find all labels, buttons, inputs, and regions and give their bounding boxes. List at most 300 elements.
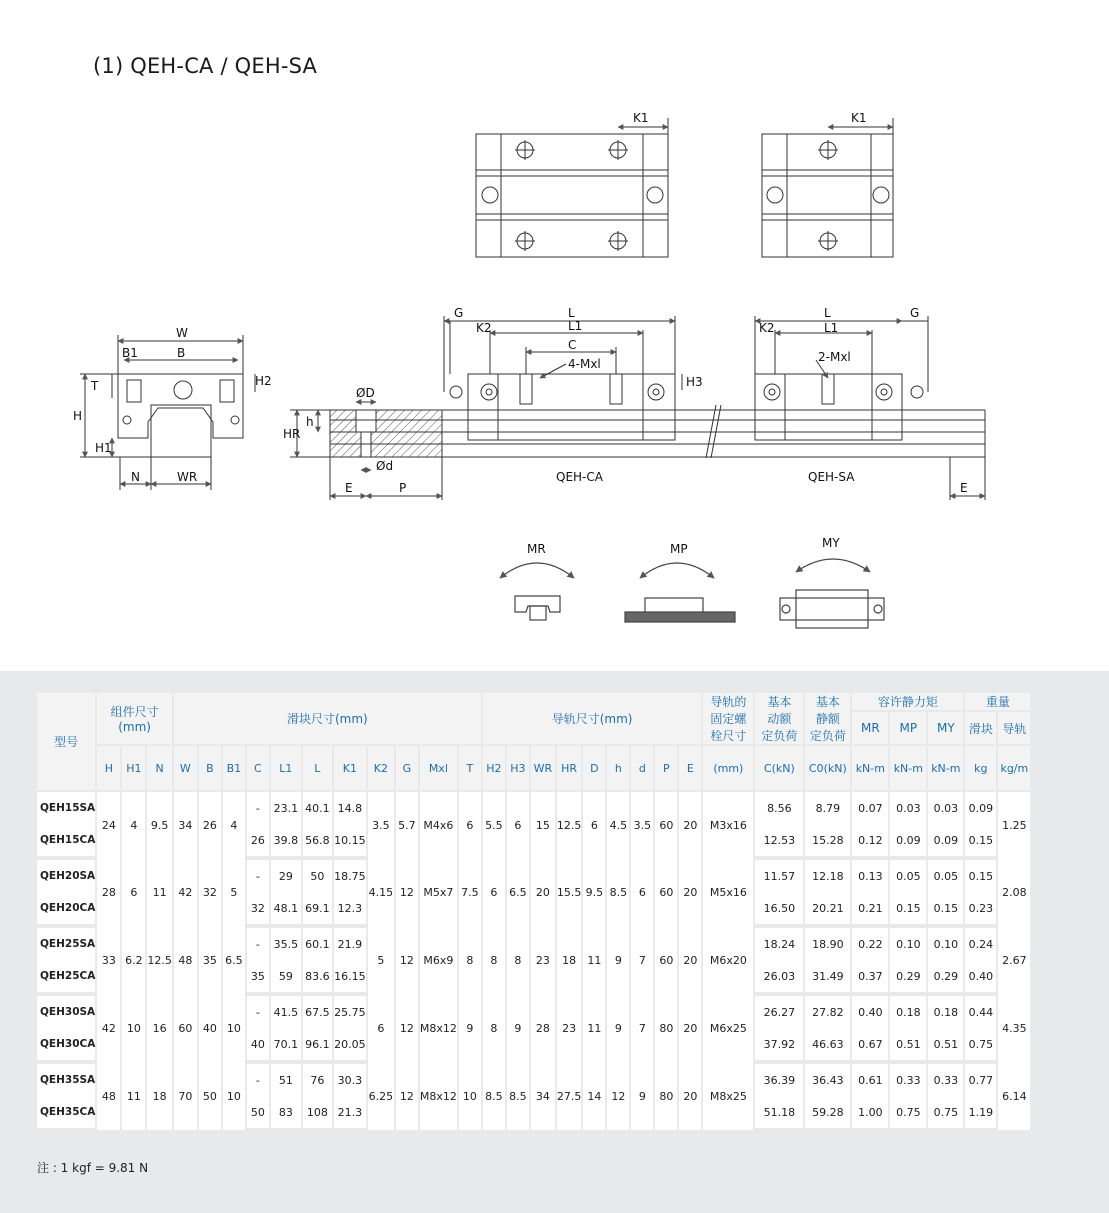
cell-l: 83.6 — [302, 960, 333, 994]
cell-h: 4.5 — [606, 791, 630, 858]
cell-mp: 0.05 — [889, 858, 927, 892]
header-symbol: P — [654, 745, 678, 791]
label-b: B — [177, 346, 186, 360]
cell-k1: 20.05 — [333, 1028, 367, 1062]
header-symbol: C — [246, 745, 270, 791]
model-name: QEH35SA — [37, 1062, 96, 1096]
cross-section-view — [80, 335, 255, 490]
cell-h3: 8.5 — [506, 1062, 530, 1130]
cell-c0: 36.43 — [804, 1062, 851, 1096]
label-qeh-ca: QEH-CA — [556, 470, 603, 484]
header-symbol: G — [395, 745, 419, 791]
header-symbol: HR — [556, 745, 583, 791]
label-t: T — [91, 379, 99, 393]
header-symbol: W — [173, 745, 198, 791]
cell-mp: 0.29 — [889, 960, 927, 994]
cell-l1: 39.8 — [270, 824, 302, 858]
header-symbol: K2 — [367, 745, 395, 791]
cell-c0: 31.49 — [804, 960, 851, 994]
label-k1-sa: K1 — [851, 111, 867, 125]
cell-l1: 48.1 — [270, 892, 302, 926]
moment-mp-diagram — [625, 563, 735, 622]
cell-mxl: M6x9 — [419, 926, 458, 994]
label-b1: B1 — [122, 346, 138, 360]
header-my: MY — [927, 711, 964, 745]
label-hr: HR — [283, 427, 301, 441]
cell-hr: 12.5 — [556, 791, 583, 858]
cell-h2: 8 — [482, 994, 506, 1062]
cell-l1: 29 — [270, 858, 302, 892]
header-symbol: L1 — [270, 745, 302, 791]
header-moment: 容许静力矩 — [851, 693, 964, 711]
cell-bolt: M6x25 — [702, 994, 754, 1062]
header-mp: MP — [889, 711, 927, 745]
cell-kg: 0.77 — [964, 1062, 997, 1096]
cell-h: 33 — [96, 926, 121, 994]
cell-mr: 1.00 — [851, 1096, 889, 1130]
cell-p: 80 — [654, 994, 678, 1062]
cell-mp: 0.75 — [889, 1096, 927, 1130]
cell-kg: 0.09 — [964, 791, 997, 824]
cell-l: 50 — [302, 858, 333, 892]
cell-c: - — [246, 858, 270, 892]
label-w: W — [176, 326, 188, 340]
cell-h2: 8.5 — [482, 1062, 506, 1130]
label-2mxl: 2-Mxl — [818, 350, 851, 364]
header-symbol: kN-m — [851, 745, 889, 791]
cell-n: 18 — [146, 1062, 173, 1130]
cell-hr: 15.5 — [556, 858, 583, 926]
label-c: C — [568, 338, 577, 352]
table-row — [37, 926, 1031, 960]
cell-mp: 0.15 — [889, 892, 927, 926]
label-d-small: Ød — [376, 459, 394, 473]
cell-bolt: M6x20 — [702, 926, 754, 994]
header-symbol: B1 — [222, 745, 246, 791]
label-h1: H1 — [95, 441, 112, 455]
cell-g: 5.7 — [395, 791, 419, 858]
label-g-ca: G — [454, 306, 464, 320]
cell-c: 50 — [246, 1096, 270, 1130]
cell-k1: 21.3 — [333, 1096, 367, 1130]
cell-h3: 8 — [506, 926, 530, 994]
cell-n: 9.5 — [146, 791, 173, 858]
cell-mxl: M5x7 — [419, 858, 458, 926]
moment-mr-diagram — [500, 563, 574, 620]
cell-c: 40 — [246, 1028, 270, 1062]
cell-k1: 10.15 — [333, 824, 367, 858]
cell-kg: 0.44 — [964, 994, 997, 1028]
model-name: QEH15SA — [37, 791, 96, 824]
label-k1-ca: K1 — [633, 111, 649, 125]
cell-d: 11 — [582, 926, 606, 994]
cell-k1: 30.3 — [333, 1062, 367, 1096]
cell-rail-weight: 1.25 — [997, 791, 1031, 858]
cell-h: 12 — [606, 1062, 630, 1130]
cell-h: 28 — [96, 858, 121, 926]
cell-c: - — [246, 1062, 270, 1096]
cell-l1: 51 — [270, 1062, 302, 1096]
top-view-ca — [476, 118, 668, 257]
header-symbol: WR — [530, 745, 556, 791]
cell-kg: 0.23 — [964, 892, 997, 926]
cell-my: 0.03 — [927, 791, 964, 824]
cell-k1: 18.75 — [333, 858, 367, 892]
label-od: ØD — [356, 386, 375, 400]
cell-kg: 0.24 — [964, 926, 997, 960]
table-row — [37, 1062, 1031, 1096]
cell-wr: 23 — [530, 926, 556, 994]
cell-n: 16 — [146, 994, 173, 1062]
cell-l: 67.5 — [302, 994, 333, 1028]
cell-p: 80 — [654, 1062, 678, 1130]
cell-d: 7 — [630, 926, 654, 994]
cell-p: 60 — [654, 926, 678, 994]
rail-side-view — [290, 402, 985, 500]
cell-c0: 27.82 — [804, 994, 851, 1028]
cell-my: 0.33 — [927, 1062, 964, 1096]
header-symbol: L — [302, 745, 333, 791]
header-row-1 — [37, 693, 1031, 711]
cell-my: 0.51 — [927, 1028, 964, 1062]
cell-n: 12.5 — [146, 926, 173, 994]
header-symbol: kg/m — [997, 745, 1031, 791]
cell-c0: 59.28 — [804, 1096, 851, 1130]
label-l-ca: L — [568, 306, 575, 320]
model-name: QEH35CA — [37, 1096, 96, 1130]
header-symbol: (mm) — [702, 745, 754, 791]
cell-cd: 37.92 — [754, 1028, 804, 1062]
cell-bolt: M3x16 — [702, 791, 754, 858]
model-name: QEH25CA — [37, 960, 96, 994]
header-weight: 重量 — [964, 693, 1031, 711]
cell-k2: 6 — [367, 994, 395, 1062]
model-name: QEH30SA — [37, 994, 96, 1028]
cell-h1: 6 — [121, 858, 146, 926]
header-symbol: Mxl — [419, 745, 458, 791]
cell-h: 42 — [96, 994, 121, 1062]
cell-p: 60 — [654, 791, 678, 858]
cell-l: 76 — [302, 1062, 333, 1096]
spec-table-section — [0, 671, 1109, 1213]
cell-d: 11 — [582, 994, 606, 1062]
cell-mp: 0.03 — [889, 791, 927, 824]
cell-d: 7 — [630, 994, 654, 1062]
header-dynamic-load: 基本 动额 定负荷 — [754, 693, 804, 745]
header-symbol: C0(kN) — [804, 745, 851, 791]
header-symbol: H1 — [121, 745, 146, 791]
cell-b: 50 — [198, 1062, 222, 1130]
cell-d: 3.5 — [630, 791, 654, 858]
cell-c: 26 — [246, 824, 270, 858]
cell-mp: 0.51 — [889, 1028, 927, 1062]
label-l1-sa: L1 — [824, 321, 839, 335]
cell-rail-weight: 2.08 — [997, 858, 1031, 926]
cell-cd: 51.18 — [754, 1096, 804, 1130]
header-assembly: 组件尺寸 (mm) — [96, 693, 173, 745]
cell-c: 35 — [246, 960, 270, 994]
cell-hr: 27.5 — [556, 1062, 583, 1130]
cell-mp: 0.09 — [889, 824, 927, 858]
cell-h1: 4 — [121, 791, 146, 858]
cell-t: 6 — [458, 791, 482, 858]
cell-mxl: M8x12 — [419, 1062, 458, 1130]
cell-g: 12 — [395, 1062, 419, 1130]
header-symbol: kN-m — [889, 745, 927, 791]
label-h-small: h — [306, 415, 314, 429]
header-symbol: C(kN) — [754, 745, 804, 791]
header-block: 滑块尺寸(mm) — [173, 693, 482, 745]
cell-w: 42 — [173, 858, 198, 926]
cell-mr: 0.12 — [851, 824, 889, 858]
cell-mr: 0.40 — [851, 994, 889, 1028]
cell-mxl: M8x12 — [419, 994, 458, 1062]
spec-table — [37, 693, 1032, 1132]
cell-kg: 0.75 — [964, 1028, 997, 1062]
cell-h: 8.5 — [606, 858, 630, 926]
cell-c0: 15.28 — [804, 824, 851, 858]
header-symbol: H3 — [506, 745, 530, 791]
label-mp: MP — [670, 542, 688, 556]
cell-wr: 34 — [530, 1062, 556, 1130]
cell-h: 9 — [606, 994, 630, 1062]
label-mr: MR — [527, 542, 546, 556]
cell-cd: 8.56 — [754, 791, 804, 824]
header-rail: 导轨尺寸(mm) — [482, 693, 703, 745]
cell-d: 9.5 — [582, 858, 606, 926]
table-row — [37, 791, 1031, 824]
header-static-load: 基本 静额 定负荷 — [804, 693, 851, 745]
cell-hr: 18 — [556, 926, 583, 994]
cell-t: 8 — [458, 926, 482, 994]
label-k2-ca: K2 — [476, 321, 492, 335]
cell-b: 35 — [198, 926, 222, 994]
cell-b: 32 — [198, 858, 222, 926]
cell-l1: 35.5 — [270, 926, 302, 960]
header-symbol: H2 — [482, 745, 506, 791]
cell-bolt: M5x16 — [702, 858, 754, 926]
cell-h: 9 — [606, 926, 630, 994]
cell-b: 40 — [198, 994, 222, 1062]
header-symbol: d — [630, 745, 654, 791]
cell-wr: 20 — [530, 858, 556, 926]
header-row-symbols — [37, 745, 1031, 791]
cell-c0: 46.63 — [804, 1028, 851, 1062]
cell-l1: 70.1 — [270, 1028, 302, 1062]
cell-l1: 41.5 — [270, 994, 302, 1028]
cell-g: 12 — [395, 858, 419, 926]
cell-t: 9 — [458, 994, 482, 1062]
cell-b1: 5 — [222, 858, 246, 926]
header-symbol: B — [198, 745, 222, 791]
header-model: 型号 — [37, 693, 96, 791]
cell-b1: 10 — [222, 994, 246, 1062]
cell-wr: 28 — [530, 994, 556, 1062]
cell-mr: 0.13 — [851, 858, 889, 892]
cell-l1: 23.1 — [270, 791, 302, 824]
cell-h: 48 — [96, 1062, 121, 1130]
cell-g: 12 — [395, 994, 419, 1062]
cell-k2: 6.25 — [367, 1062, 395, 1130]
cell-d: 9 — [630, 1062, 654, 1130]
cell-my: 0.18 — [927, 994, 964, 1028]
cell-h2: 6 — [482, 858, 506, 926]
label-4mxl: 4-Mxl — [568, 357, 601, 371]
model-name: QEH25SA — [37, 926, 96, 960]
top-view-sa — [762, 118, 893, 257]
cell-k1: 14.8 — [333, 791, 367, 824]
label-h2: H2 — [255, 374, 272, 388]
cell-my: 0.05 — [927, 858, 964, 892]
cell-cd: 11.57 — [754, 858, 804, 892]
cell-h1: 10 — [121, 994, 146, 1062]
cell-e: 20 — [678, 926, 702, 994]
cell-d: 6 — [630, 858, 654, 926]
cell-k1: 21.9 — [333, 926, 367, 960]
cell-cd: 12.53 — [754, 824, 804, 858]
model-name: QEH20SA — [37, 858, 96, 892]
cell-kg: 0.15 — [964, 858, 997, 892]
cell-c: 32 — [246, 892, 270, 926]
cell-e: 20 — [678, 858, 702, 926]
cell-p: 60 — [654, 858, 678, 926]
cell-t: 10 — [458, 1062, 482, 1130]
cell-my: 0.29 — [927, 960, 964, 994]
cell-l: 60.1 — [302, 926, 333, 960]
label-my: MY — [822, 536, 840, 550]
side-view-sa — [755, 316, 928, 440]
cell-c: - — [246, 791, 270, 824]
cell-h2: 5.5 — [482, 791, 506, 858]
cell-my: 0.10 — [927, 926, 964, 960]
label-k2-sa: K2 — [759, 321, 775, 335]
label-e-left: E — [345, 481, 353, 495]
header-symbol: E — [678, 745, 702, 791]
cell-cd: 26.03 — [754, 960, 804, 994]
cell-l: 56.8 — [302, 824, 333, 858]
cell-my: 0.15 — [927, 892, 964, 926]
cell-l: 96.1 — [302, 1028, 333, 1062]
cell-cd: 16.50 — [754, 892, 804, 926]
cell-mr: 0.21 — [851, 892, 889, 926]
label-n: N — [131, 470, 140, 484]
cell-mr: 0.67 — [851, 1028, 889, 1062]
cell-e: 20 — [678, 791, 702, 858]
cell-l: 40.1 — [302, 791, 333, 824]
cell-k1: 16.15 — [333, 960, 367, 994]
cell-t: 7.5 — [458, 858, 482, 926]
header-symbol: kN-m — [927, 745, 964, 791]
cell-mp: 0.10 — [889, 926, 927, 960]
cell-b1: 4 — [222, 791, 246, 858]
cell-rail-weight: 2.67 — [997, 926, 1031, 994]
cell-h1: 6.2 — [121, 926, 146, 994]
cell-b1: 10 — [222, 1062, 246, 1130]
cell-h: 24 — [96, 791, 121, 858]
label-l1-ca: L1 — [568, 319, 583, 333]
cell-w: 48 — [173, 926, 198, 994]
cell-d: 6 — [582, 791, 606, 858]
cell-c0: 20.21 — [804, 892, 851, 926]
cell-l: 69.1 — [302, 892, 333, 926]
header-symbol: H — [96, 745, 121, 791]
model-name: QEH15CA — [37, 824, 96, 858]
cell-c: - — [246, 926, 270, 960]
label-wr: WR — [177, 470, 198, 484]
cell-mxl: M4x6 — [419, 791, 458, 858]
cell-h3: 6.5 — [506, 858, 530, 926]
cell-c: - — [246, 994, 270, 1028]
cell-n: 11 — [146, 858, 173, 926]
cell-mp: 0.33 — [889, 1062, 927, 1096]
cell-k1: 25.75 — [333, 994, 367, 1028]
label-qeh-sa: QEH-SA — [808, 470, 855, 484]
label-h: H — [73, 409, 83, 423]
cell-k2: 5 — [367, 926, 395, 994]
header-symbol: K1 — [333, 745, 367, 791]
cell-kg: 1.19 — [964, 1096, 997, 1130]
model-name: QEH30CA — [37, 1028, 96, 1062]
cell-k2: 4.15 — [367, 858, 395, 926]
cell-cd: 18.24 — [754, 926, 804, 960]
cell-w: 70 — [173, 1062, 198, 1130]
header-rail-weight: 导轨 — [997, 711, 1031, 745]
cell-c0: 8.79 — [804, 791, 851, 824]
cell-e: 20 — [678, 994, 702, 1062]
cell-rail-weight: 6.14 — [997, 1062, 1031, 1130]
table-row — [37, 858, 1031, 892]
cell-w: 34 — [173, 791, 198, 858]
footnote: 注 : 1 kgf = 9.81 N — [37, 1161, 149, 1175]
cell-h3: 6 — [506, 791, 530, 858]
cell-l1: 83 — [270, 1096, 302, 1130]
cell-kg: 0.40 — [964, 960, 997, 994]
cell-k1: 12.3 — [333, 892, 367, 926]
cell-h3: 9 — [506, 994, 530, 1062]
header-mr: MR — [851, 711, 889, 745]
label-h3: H3 — [686, 375, 703, 389]
header-symbol: h — [606, 745, 630, 791]
cell-mp: 0.18 — [889, 994, 927, 1028]
cell-h1: 11 — [121, 1062, 146, 1130]
cell-hr: 23 — [556, 994, 583, 1062]
header-block-weight: 滑块 — [964, 711, 997, 745]
cell-my: 0.09 — [927, 824, 964, 858]
header-bolt: 导轨的 固定螺 栓尺寸 — [702, 693, 754, 745]
cell-c0: 12.18 — [804, 858, 851, 892]
cell-b1: 6.5 — [222, 926, 246, 994]
cell-mr: 0.37 — [851, 960, 889, 994]
cell-l1: 59 — [270, 960, 302, 994]
cell-h2: 8 — [482, 926, 506, 994]
cell-g: 12 — [395, 926, 419, 994]
cell-k2: 3.5 — [367, 791, 395, 858]
header-symbol: D — [582, 745, 606, 791]
cell-d: 14 — [582, 1062, 606, 1130]
cell-bolt: M8x25 — [702, 1062, 754, 1130]
cell-cd: 36.39 — [754, 1062, 804, 1096]
header-symbol: N — [146, 745, 173, 791]
label-l-sa: L — [824, 306, 831, 320]
moment-my-diagram — [780, 559, 884, 628]
cell-l: 108 — [302, 1096, 333, 1130]
cell-mr: 0.61 — [851, 1062, 889, 1096]
cell-w: 60 — [173, 994, 198, 1062]
model-name: QEH20CA — [37, 892, 96, 926]
cell-mr: 0.07 — [851, 791, 889, 824]
label-p: P — [399, 481, 407, 495]
cell-e: 20 — [678, 1062, 702, 1130]
